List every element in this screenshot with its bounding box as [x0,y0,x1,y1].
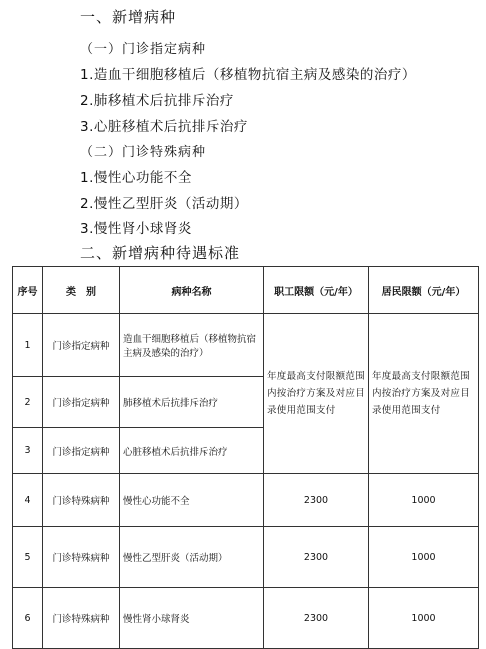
row-category: 门诊特殊病种 [43,588,120,649]
table-row [13,474,479,527]
header-no: 序号 [13,267,43,314]
row-no: 3 [13,428,43,474]
header-employee-limit: 职工限额（元/年） [264,267,369,314]
section1-title: 一、新增病种 [80,8,177,26]
benefit-table [12,266,479,649]
row-employee-limit: 2300 [264,527,369,588]
row-resident-limit: 1000 [369,527,479,588]
row-no: 4 [13,474,43,527]
list-item: 2.慢性乙型肝炎（活动期） [80,196,248,212]
list-item: 3.慢性肾小球肾炎 [80,221,192,237]
table-row [13,314,479,377]
list-item: 3.心脏移植术后抗排斥治疗 [80,119,248,135]
row-no: 2 [13,377,43,428]
section2-title: 二、新增病种待遇标准 [80,244,241,262]
row-no: 1 [13,314,43,377]
row-disease: 慢性心功能不全 [120,474,264,527]
row-resident-limit: 1000 [369,474,479,527]
row-disease: 慢性乙型肝炎（活动期） [120,527,264,588]
row-disease: 肺移植术后抗排斥治疗 [120,377,264,428]
list-item: 1.慢性心功能不全 [80,170,192,186]
row-disease: 心脏移植术后抗排斥治疗 [120,428,264,474]
row-employee-limit: 2300 [264,588,369,649]
row-category: 门诊指定病种 [43,314,120,377]
subsection2-title: （二）门诊特殊病种 [80,145,207,160]
row-category: 门诊指定病种 [43,428,120,474]
header-disease: 病种名称 [120,267,264,314]
row-no: 6 [13,588,43,649]
table-row [13,588,479,649]
list-item: 2.肺移植术后抗排斥治疗 [80,93,234,109]
subsection1-title: （一）门诊指定病种 [80,42,207,57]
row-no: 5 [13,527,43,588]
row-category: 门诊特殊病种 [43,527,120,588]
merged-resident-limit: 年度最高支付限额范围内按治疗方案及对应目录使用范围支付 [369,314,479,474]
row-category: 门诊指定病种 [43,377,120,428]
row-resident-limit: 1000 [369,588,479,649]
header-resident-limit: 居民限额（元/年） [369,267,479,314]
table-row [13,527,479,588]
row-disease: 慢性肾小球肾炎 [120,588,264,649]
header-category: 类 别 [43,267,120,314]
row-employee-limit: 2300 [264,474,369,527]
list-item: 1.造血干细胞移植后（移植物抗宿主病及感染的治疗） [80,67,416,83]
row-category: 门诊特殊病种 [43,474,120,527]
row-disease: 造血干细胞移植后（移植物抗宿主病及感染的治疗） [120,314,264,377]
merged-employee-limit: 年度最高支付限额范围内按治疗方案及对应目录使用范围支付 [264,314,369,474]
